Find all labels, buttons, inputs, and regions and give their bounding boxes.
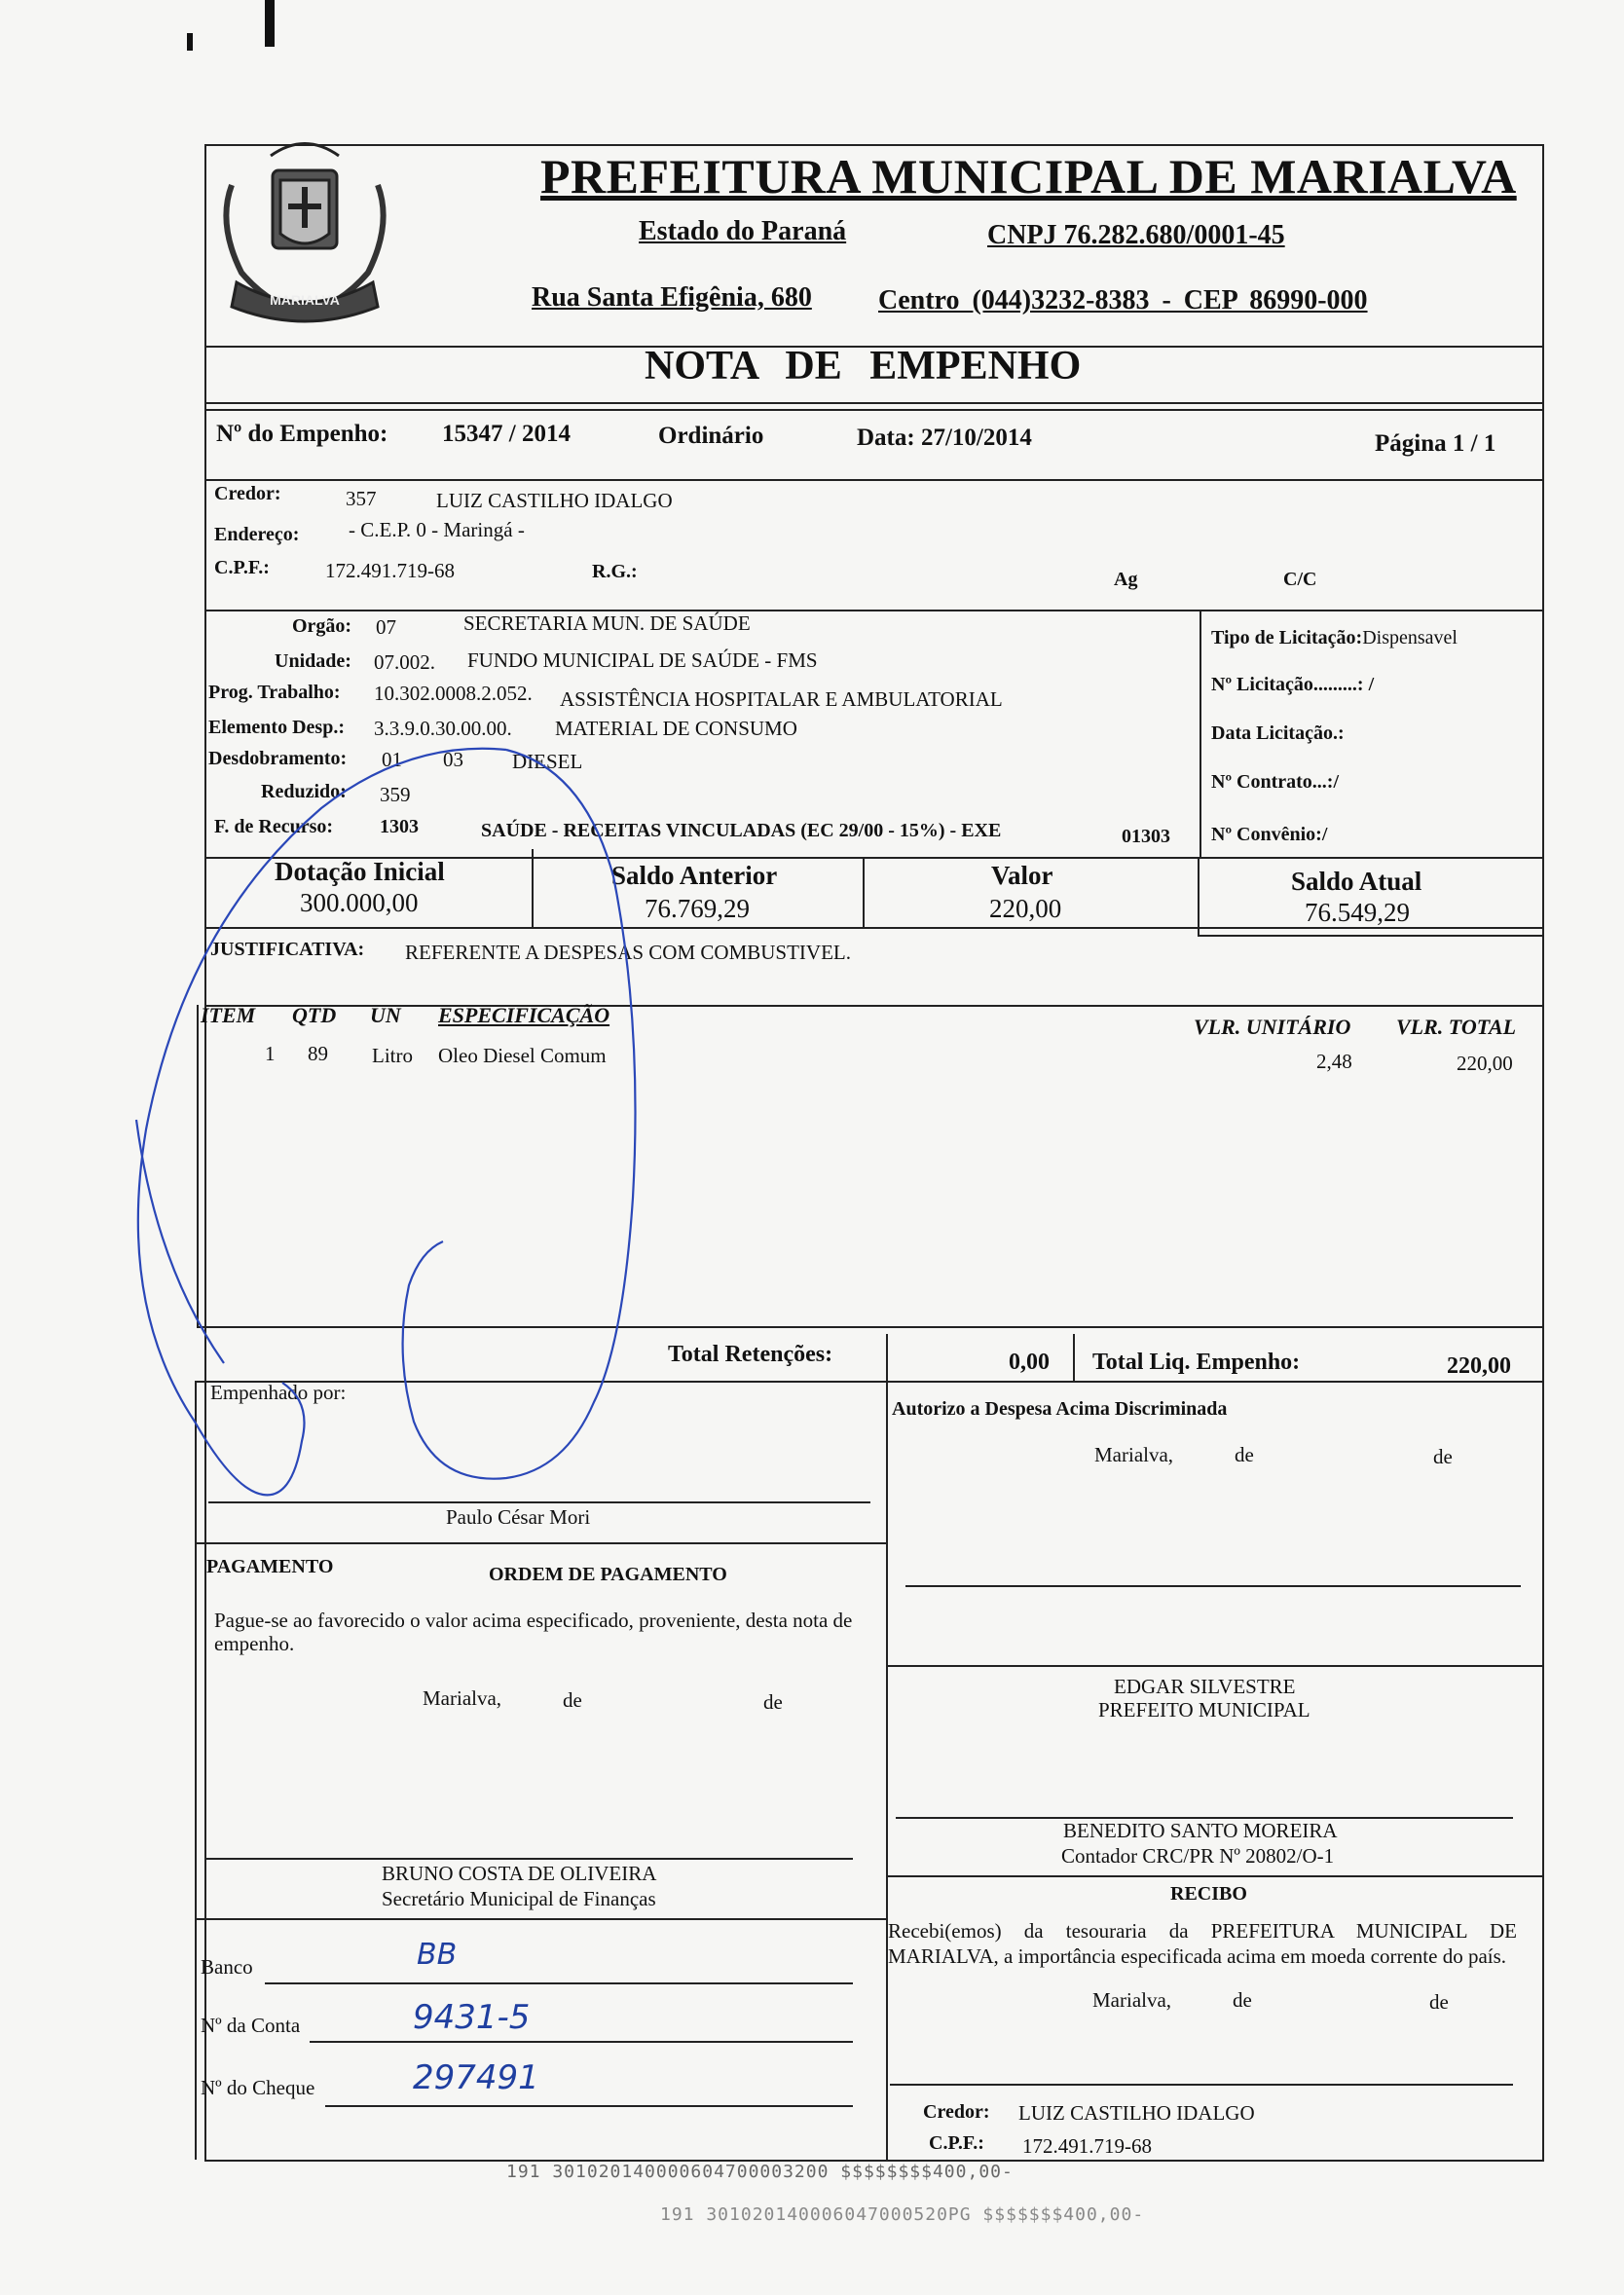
empenhado-label: Empenhado por: [210, 1381, 347, 1404]
col-qtd: QTD [292, 1003, 337, 1027]
recibo-cpf-label: C.P.F.: [929, 2132, 984, 2154]
orgao-label: Orgão: [292, 615, 352, 637]
prog-name: ASSISTÊNCIA HOSPITALAR E AMBULATORIAL [560, 687, 1003, 711]
pagamento-de1: de [563, 1688, 582, 1712]
cnpj: CNPJ 76.282.680/0001-45 [987, 220, 1285, 250]
endereco-value: - C.E.P. 0 - Maringá - [349, 518, 525, 541]
banco-label: Banco [201, 1955, 253, 1979]
col-vlr-unitario: VLR. UNITÁRIO [1194, 1015, 1351, 1039]
secretario-role: Secretário Municipal de Finanças [382, 1887, 656, 1910]
empenhado-name: Paulo César Mori [446, 1505, 591, 1529]
tipo-licitacao-text: Tipo de Licitação: [1211, 627, 1363, 648]
fonte-label: F. de Recurso: [214, 816, 334, 837]
fonte-name: SAÚDE - RECEITAS VINCULADAS (EC 29/00 - 15%) - EXE [481, 820, 1002, 841]
pagamento-label: PAGAMENTO [206, 1556, 334, 1577]
state-name: Estado do Paraná [639, 216, 847, 246]
ordem-pagamento-label: ORDEM DE PAGAMENTO [489, 1564, 727, 1585]
desdobramento-label: Desdobramento: [208, 748, 348, 769]
tipo-licitacao-value: Dispensavel [1362, 627, 1458, 648]
cpf-label: C.P.F.: [214, 557, 270, 578]
elemento-label: Elemento Desp.: [208, 717, 345, 738]
empenho-date: Data: 27/10/2014 [857, 425, 1032, 451]
data-licitacao: Data Licitação.: [1211, 722, 1345, 744]
scan-mark [265, 0, 275, 47]
pagamento-city: Marialva, [423, 1686, 502, 1710]
dotacao-value: 300.000,00 [300, 888, 419, 917]
saldo-anterior-label: Saldo Anterior [611, 861, 778, 890]
empenho-label: Nº do Empenho: [216, 421, 388, 447]
row-qtd: 89 [308, 1042, 328, 1065]
valor-label: Valor [991, 861, 1053, 890]
orgao-name: SECRETARIA MUN. DE SAÚDE [463, 611, 751, 635]
address-rest: Centro (044)3232-8383 - CEP 86990-000 [878, 285, 1368, 315]
recibo-de2: de [1429, 1990, 1449, 2014]
bank-stamp-line-2: 191 301020140006047000520PG $$$$$$$400,00- [660, 2204, 1145, 2225]
recibo-de1: de [1233, 1988, 1252, 2012]
unidade-name: FUNDO MUNICIPAL DE SAÚDE - FMS [467, 648, 818, 672]
row-vlr-unitario: 2,48 [1316, 1050, 1352, 1073]
fonte-num: 01303 [1122, 826, 1170, 847]
recibo-city: Marialva, [1092, 1988, 1172, 2012]
cc-label: C/C [1283, 569, 1317, 590]
desdobramento-code2: 03 [443, 748, 463, 771]
municipality-title: PREFEITURA MUNICIPAL DE MARIALVA [540, 149, 1517, 204]
reduzido-label: Reduzido: [261, 781, 347, 802]
conta-handwritten: 9431-5 [413, 1998, 531, 2037]
saldo-atual-value: 76.549,29 [1305, 898, 1410, 927]
row-especificacao: Oleo Diesel Comum [438, 1044, 607, 1067]
col-especificacao: ESPECIFICAÇÃO [438, 1003, 610, 1027]
prefeito-name: EDGAR SILVESTRE [1114, 1675, 1296, 1698]
endereco-label: Endereço: [214, 524, 300, 545]
row-un: Litro [372, 1044, 413, 1067]
prefeito-role: PREFEITO MUNICIPAL [1098, 1698, 1310, 1721]
saldo-anterior-value: 76.769,29 [645, 894, 750, 923]
prog-code: 10.302.0008.2.052. [374, 682, 533, 705]
col-vlr-total: VLR. TOTAL [1396, 1015, 1517, 1039]
total-retencoes-value: 0,00 [1009, 1350, 1050, 1375]
valor-value: 220,00 [989, 894, 1062, 923]
doc-title: NOTA DE EMPENHO [645, 344, 1082, 389]
autorizo-de2: de [1433, 1445, 1453, 1468]
total-liquido-value: 220,00 [1447, 1353, 1511, 1379]
total-retencoes-label: Total Retenções: [668, 1342, 833, 1367]
col-item: ITEM [201, 1003, 256, 1027]
bank-stamp-line-1: 191 301020140000604700003200 $$$$$$$$400,00- [506, 2162, 1014, 2182]
num-contrato: Nº Contrato...:/ [1211, 771, 1340, 793]
recibo-text: Recebi(emos) da tesouraria da PREFEITURA MUNICIPAL DE MARIALVA, a importância especificada acima em moeda corrente do país. [888, 1919, 1517, 1968]
crest-text: MARIALVA [270, 292, 340, 308]
autorizo-city: Marialva, [1094, 1443, 1174, 1466]
orgao-code: 07 [376, 615, 396, 639]
conta-label: Nº da Conta [201, 2014, 301, 2037]
pagamento-text: Pague-se ao favorecido o valor acima especificado, proveniente, desta nota de empenho. [214, 1609, 853, 1655]
recibo-cpf-value: 172.491.719-68 [1022, 2134, 1152, 2158]
scan-mark-small [187, 33, 193, 51]
saldo-atual-label: Saldo Atual [1291, 867, 1422, 896]
reduzido-code: 359 [380, 783, 411, 806]
contador-role: Contador CRC/PR Nº 20802/O-1 [1061, 1844, 1335, 1868]
num-convenio: Nº Convênio:/ [1211, 824, 1328, 845]
justificativa-value: REFERENTE A DESPESAS COM COMBUSTIVEL. [405, 941, 851, 964]
autorizo-label: Autorizo a Despesa Acima Discriminada [892, 1398, 1228, 1420]
row-vlr-total: 220,00 [1457, 1052, 1513, 1075]
credor-label: Credor: [214, 483, 281, 504]
num-licitacao: Nº Licitação.........: / [1211, 674, 1375, 695]
credor-code: 357 [346, 487, 377, 510]
rg-label: R.G.: [592, 561, 638, 582]
row-item: 1 [265, 1042, 276, 1065]
credor-name: LUIZ CASTILHO IDALGO [436, 489, 673, 512]
contador-name: BENEDITO SANTO MOREIRA [1063, 1819, 1338, 1842]
cheque-handwritten: 297491 [413, 2058, 539, 2097]
desdobramento-code1: 01 [382, 748, 402, 771]
unidade-code: 07.002. [374, 650, 435, 674]
col-un: UN [370, 1003, 401, 1027]
total-liquido-label: Total Liq. Empenho: [1092, 1350, 1301, 1375]
justificativa-label: JUSTIFICATIVA: [210, 939, 365, 960]
address-street: Rua Santa Efigênia, 680 [532, 282, 812, 313]
recibo-credor-label: Credor: [923, 2101, 990, 2123]
dotacao-label: Dotação Inicial [275, 857, 445, 886]
empenho-number: 15347 / 2014 [442, 421, 571, 447]
banco-handwritten: BB [417, 1938, 458, 1972]
pagamento-de2: de [763, 1690, 783, 1714]
cheque-label: Nº do Cheque [201, 2076, 315, 2099]
desdobramento-name: DIESEL [512, 750, 583, 773]
elemento-code: 3.3.9.0.30.00.00. [374, 717, 512, 740]
prog-label: Prog. Trabalho: [208, 682, 341, 703]
autorizo-de1: de [1235, 1443, 1254, 1466]
elemento-name: MATERIAL DE CONSUMO [555, 717, 797, 740]
ag-label: Ag [1114, 569, 1138, 590]
secretario-name: BRUNO COSTA DE OLIVEIRA [382, 1862, 657, 1885]
unidade-label: Unidade: [275, 650, 351, 672]
fonte-code: 1303 [380, 816, 419, 837]
recibo-title: RECIBO [1170, 1883, 1247, 1905]
cpf-value: 172.491.719-68 [325, 559, 455, 582]
recibo-credor-value: LUIZ CASTILHO IDALGO [1018, 2101, 1255, 2125]
page-number: Página 1 / 1 [1375, 430, 1496, 457]
empenho-type: Ordinário [658, 423, 764, 449]
